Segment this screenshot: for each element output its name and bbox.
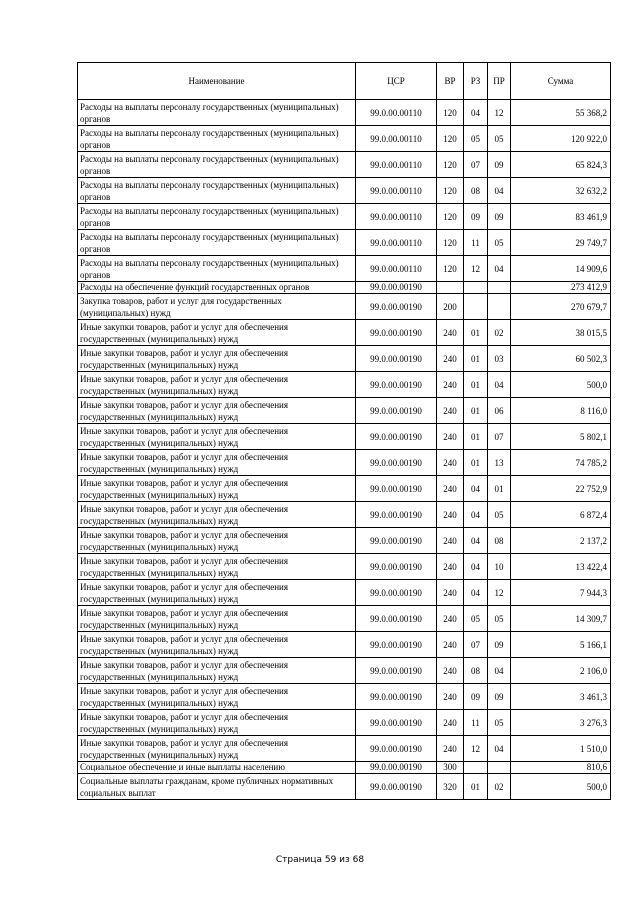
table-row [78, 774, 611, 800]
cell-pr: 03 [488, 346, 511, 372]
cell-name: Расходы на выплаты персоналу государственных (муниципальных) органов [78, 178, 356, 204]
cell-pr: 05 [488, 126, 511, 152]
cell-name: Иные закупки товаров, работ и услуг для обеспечения государственных (муниципальных) нужд [78, 580, 356, 606]
cell-vr: 200 [437, 294, 464, 320]
cell-vr: 240 [437, 502, 464, 528]
cell-rz: 04 [464, 580, 488, 606]
cell-vr: 240 [437, 736, 464, 762]
cell-rz: 09 [464, 684, 488, 710]
cell-sum: 14 309,7 [511, 606, 611, 632]
header-pr: ПР [488, 63, 511, 100]
cell-rz: 01 [464, 320, 488, 346]
cell-name: Иные закупки товаров, работ и услуг для обеспечения государственных (муниципальных) нужд [78, 502, 356, 528]
cell-name: Иные закупки товаров, работ и услуг для обеспечения государственных (муниципальных) нужд [78, 476, 356, 502]
cell-sum: 22 752,9 [511, 476, 611, 502]
cell-vr: 320 [437, 774, 464, 800]
cell-vr: 240 [437, 606, 464, 632]
table-row [78, 126, 611, 152]
cell-name: Иные закупки товаров, работ и услуг для обеспечения государственных (муниципальных) нужд [78, 710, 356, 736]
cell-rz: 12 [464, 256, 488, 282]
table-row [78, 632, 611, 658]
cell-sum: 2 137,2 [511, 528, 611, 554]
cell-csr: 99.0.00.00190 [356, 294, 437, 320]
table-row [78, 710, 611, 736]
cell-sum: 273 412,9 [511, 282, 611, 294]
table-row [78, 282, 611, 294]
cell-vr: 120 [437, 256, 464, 282]
cell-csr: 99.0.00.00190 [356, 346, 437, 372]
cell-rz: 04 [464, 476, 488, 502]
cell-csr: 99.0.00.00190 [356, 554, 437, 580]
cell-csr: 99.0.00.00110 [356, 152, 437, 178]
cell-rz [464, 762, 488, 774]
cell-name: Иные закупки товаров, работ и услуг для обеспечения государственных (муниципальных) нужд [78, 632, 356, 658]
table-row [78, 256, 611, 282]
cell-rz: 07 [464, 152, 488, 178]
cell-pr: 06 [488, 398, 511, 424]
table-row [78, 762, 611, 774]
cell-pr: 09 [488, 684, 511, 710]
table-row [78, 528, 611, 554]
table-row [78, 684, 611, 710]
cell-csr: 99.0.00.00190 [356, 736, 437, 762]
cell-vr: 240 [437, 476, 464, 502]
table-row [78, 736, 611, 762]
cell-vr: 120 [437, 230, 464, 256]
cell-csr: 99.0.00.00190 [356, 282, 437, 294]
table-row [78, 204, 611, 230]
table-row [78, 320, 611, 346]
cell-vr: 240 [437, 398, 464, 424]
cell-rz [464, 282, 488, 294]
cell-sum: 7 944,3 [511, 580, 611, 606]
cell-vr: 240 [437, 658, 464, 684]
cell-name: Иные закупки товаров, работ и услуг для обеспечения государственных (муниципальных) нужд [78, 606, 356, 632]
cell-rz: 07 [464, 632, 488, 658]
header-vr: ВР [437, 63, 464, 100]
cell-name: Иные закупки товаров, работ и услуг для обеспечения государственных (муниципальных) нужд [78, 684, 356, 710]
cell-rz: 04 [464, 100, 488, 126]
cell-vr: 240 [437, 580, 464, 606]
cell-vr: 240 [437, 320, 464, 346]
cell-csr: 99.0.00.00190 [356, 372, 437, 398]
table-row [78, 152, 611, 178]
cell-name: Расходы на выплаты персоналу государственных (муниципальных) органов [78, 204, 356, 230]
cell-csr: 99.0.00.00110 [356, 256, 437, 282]
header-name: Наименование [78, 63, 356, 100]
cell-rz: 01 [464, 774, 488, 800]
cell-rz: 01 [464, 424, 488, 450]
table-row [78, 346, 611, 372]
cell-rz: 01 [464, 450, 488, 476]
cell-name: Иные закупки товаров, работ и услуг для обеспечения государственных (муниципальных) нужд [78, 320, 356, 346]
cell-name: Иные закупки товаров, работ и услуг для обеспечения государственных (муниципальных) нужд [78, 736, 356, 762]
table-row [78, 100, 611, 126]
cell-sum: 13 422,4 [511, 554, 611, 580]
cell-csr: 99.0.00.00110 [356, 178, 437, 204]
cell-pr: 01 [488, 476, 511, 502]
cell-pr: 09 [488, 632, 511, 658]
cell-vr: 240 [437, 450, 464, 476]
cell-name: Иные закупки товаров, работ и услуг для обеспечения государственных (муниципальных) нужд [78, 554, 356, 580]
cell-vr: 240 [437, 372, 464, 398]
cell-pr: 04 [488, 372, 511, 398]
cell-name: Иные закупки товаров, работ и услуг для обеспечения государственных (муниципальных) нужд [78, 528, 356, 554]
cell-sum: 810,6 [511, 762, 611, 774]
cell-csr: 99.0.00.00190 [356, 502, 437, 528]
cell-sum: 74 785,2 [511, 450, 611, 476]
cell-rz: 04 [464, 502, 488, 528]
cell-name: Социальное обеспечение и иные выплаты населению [78, 762, 356, 774]
cell-csr: 99.0.00.00110 [356, 204, 437, 230]
cell-pr [488, 294, 511, 320]
cell-sum: 5 166,1 [511, 632, 611, 658]
cell-vr: 120 [437, 100, 464, 126]
cell-sum: 3 461,3 [511, 684, 611, 710]
cell-sum: 3 276,3 [511, 710, 611, 736]
cell-sum: 2 106,0 [511, 658, 611, 684]
table-row [78, 554, 611, 580]
cell-csr: 99.0.00.00190 [356, 632, 437, 658]
cell-csr: 99.0.00.00190 [356, 476, 437, 502]
cell-csr: 99.0.00.00110 [356, 126, 437, 152]
cell-name: Иные закупки товаров, работ и услуг для обеспечения государственных (муниципальных) нужд [78, 398, 356, 424]
cell-pr: 09 [488, 152, 511, 178]
cell-pr: 02 [488, 774, 511, 800]
cell-pr: 04 [488, 736, 511, 762]
cell-rz: 04 [464, 528, 488, 554]
cell-name: Расходы на выплаты персоналу государственных (муниципальных) органов [78, 256, 356, 282]
cell-pr: 04 [488, 178, 511, 204]
cell-name: Иные закупки товаров, работ и услуг для обеспечения государственных (муниципальных) нужд [78, 424, 356, 450]
cell-rz: 12 [464, 736, 488, 762]
cell-rz: 05 [464, 126, 488, 152]
cell-sum: 270 679,7 [511, 294, 611, 320]
cell-rz: 01 [464, 398, 488, 424]
cell-csr: 99.0.00.00190 [356, 606, 437, 632]
cell-name: Расходы на выплаты персоналу государственных (муниципальных) органов [78, 100, 356, 126]
cell-rz: 01 [464, 372, 488, 398]
cell-pr: 07 [488, 424, 511, 450]
cell-vr: 240 [437, 424, 464, 450]
cell-pr: 13 [488, 450, 511, 476]
cell-pr: 12 [488, 580, 511, 606]
cell-name: Расходы на выплаты персоналу государственных (муниципальных) органов [78, 230, 356, 256]
cell-csr: 99.0.00.00190 [356, 710, 437, 736]
cell-vr: 240 [437, 710, 464, 736]
cell-sum: 8 116,0 [511, 398, 611, 424]
cell-name: Расходы на обеспечение функций государственных органов [78, 282, 356, 294]
cell-sum: 5 802,1 [511, 424, 611, 450]
header-rz: РЗ [464, 63, 488, 100]
cell-vr: 240 [437, 632, 464, 658]
cell-sum: 500,0 [511, 372, 611, 398]
table-header-row [78, 63, 611, 100]
cell-rz: 01 [464, 346, 488, 372]
cell-name: Расходы на выплаты персоналу государственных (муниципальных) органов [78, 152, 356, 178]
table-body [78, 100, 611, 800]
budget-table [77, 62, 611, 800]
cell-pr: 05 [488, 710, 511, 736]
cell-rz: 08 [464, 658, 488, 684]
cell-csr: 99.0.00.00110 [356, 230, 437, 256]
cell-vr: 240 [437, 528, 464, 554]
table-row [78, 658, 611, 684]
cell-name: Социальные выплаты гражданам, кроме публичных нормативных социальных выплат [78, 774, 356, 800]
cell-name: Иные закупки товаров, работ и услуг для обеспечения государственных (муниципальных) нужд [78, 450, 356, 476]
cell-pr [488, 762, 511, 774]
cell-pr: 10 [488, 554, 511, 580]
cell-sum: 65 824,3 [511, 152, 611, 178]
table-row [78, 450, 611, 476]
cell-pr: 05 [488, 230, 511, 256]
cell-pr: 04 [488, 256, 511, 282]
cell-pr: 05 [488, 606, 511, 632]
cell-csr: 99.0.00.00190 [356, 528, 437, 554]
table-row [78, 294, 611, 320]
cell-sum: 83 461,9 [511, 204, 611, 230]
cell-pr: 12 [488, 100, 511, 126]
table-row [78, 476, 611, 502]
cell-name: Иные закупки товаров, работ и услуг для обеспечения государственных (муниципальных) нужд [78, 346, 356, 372]
page-number: Страница 59 из 68 [275, 855, 365, 865]
cell-sum: 14 909,6 [511, 256, 611, 282]
header-csr: ЦСР [356, 63, 437, 100]
cell-sum: 1 510,0 [511, 736, 611, 762]
cell-vr: 240 [437, 684, 464, 710]
table-row [78, 398, 611, 424]
cell-rz: 05 [464, 606, 488, 632]
cell-csr: 99.0.00.00190 [356, 450, 437, 476]
cell-vr: 120 [437, 126, 464, 152]
table-row [78, 230, 611, 256]
cell-csr: 99.0.00.00190 [356, 658, 437, 684]
table-row [78, 580, 611, 606]
table-row [78, 606, 611, 632]
cell-rz [464, 294, 488, 320]
header-sum: Сумма [511, 63, 611, 100]
cell-vr: 240 [437, 346, 464, 372]
cell-csr: 99.0.00.00190 [356, 762, 437, 774]
cell-csr: 99.0.00.00190 [356, 774, 437, 800]
cell-rz: 11 [464, 230, 488, 256]
cell-csr: 99.0.00.00190 [356, 424, 437, 450]
cell-sum: 29 749,7 [511, 230, 611, 256]
cell-name: Иные закупки товаров, работ и услуг для обеспечения государственных (муниципальных) нужд [78, 372, 356, 398]
cell-sum: 38 015,5 [511, 320, 611, 346]
table-row [78, 502, 611, 528]
cell-rz: 11 [464, 710, 488, 736]
cell-rz: 09 [464, 204, 488, 230]
cell-sum: 32 632,2 [511, 178, 611, 204]
cell-sum: 60 502,3 [511, 346, 611, 372]
cell-vr [437, 282, 464, 294]
cell-name: Иные закупки товаров, работ и услуг для обеспечения государственных (муниципальных) нужд [78, 658, 356, 684]
cell-pr: 02 [488, 320, 511, 346]
table-row [78, 178, 611, 204]
cell-name: Закупка товаров, работ и услуг для государственных (муниципальных) нужд [78, 294, 356, 320]
cell-csr: 99.0.00.00190 [356, 684, 437, 710]
cell-sum: 500,0 [511, 774, 611, 800]
cell-csr: 99.0.00.00110 [356, 100, 437, 126]
cell-csr: 99.0.00.00190 [356, 320, 437, 346]
table-row [78, 424, 611, 450]
cell-vr: 120 [437, 152, 464, 178]
cell-name: Расходы на выплаты персоналу государственных (муниципальных) органов [78, 126, 356, 152]
cell-rz: 08 [464, 178, 488, 204]
cell-vr: 240 [437, 554, 464, 580]
table-row [78, 372, 611, 398]
cell-pr: 09 [488, 204, 511, 230]
cell-vr: 300 [437, 762, 464, 774]
cell-pr: 08 [488, 528, 511, 554]
cell-rz: 04 [464, 554, 488, 580]
cell-pr: 04 [488, 658, 511, 684]
cell-csr: 99.0.00.00190 [356, 580, 437, 606]
cell-sum: 120 922,0 [511, 126, 611, 152]
cell-vr: 120 [437, 204, 464, 230]
cell-sum: 6 872,4 [511, 502, 611, 528]
cell-csr: 99.0.00.00190 [356, 398, 437, 424]
cell-vr: 120 [437, 178, 464, 204]
cell-pr [488, 282, 511, 294]
cell-pr: 05 [488, 502, 511, 528]
cell-sum: 55 368,2 [511, 100, 611, 126]
